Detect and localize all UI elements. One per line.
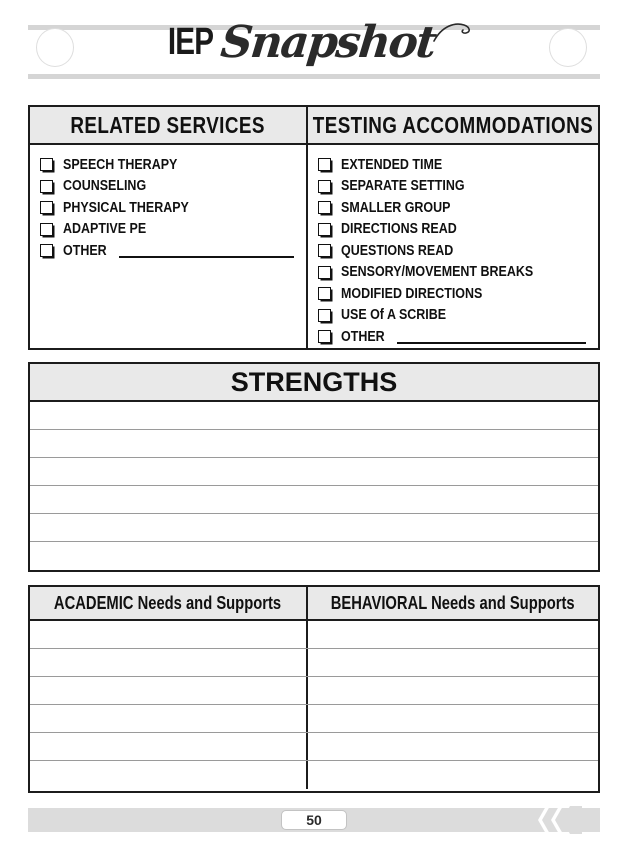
double-chevron-left-icon[interactable] bbox=[536, 806, 582, 834]
checkbox-icon[interactable] bbox=[40, 201, 53, 214]
academic-cell[interactable] bbox=[30, 677, 308, 704]
behavioral-cell[interactable] bbox=[308, 705, 598, 732]
writing-row[interactable] bbox=[30, 486, 598, 514]
writing-row[interactable] bbox=[30, 458, 598, 486]
checkbox-item[interactable] bbox=[318, 219, 598, 241]
academic-cell[interactable] bbox=[30, 649, 308, 676]
checkbox-item-other[interactable] bbox=[318, 326, 598, 348]
checkbox-item[interactable] bbox=[318, 305, 598, 327]
academic-cell[interactable] bbox=[30, 761, 308, 789]
checkbox-label: SENSORY/MOVEMENT BREAKS bbox=[341, 264, 534, 281]
page-title bbox=[0, 17, 628, 68]
checkbox-label: SMALLER GROUP bbox=[341, 199, 451, 216]
checkbox-label: USE Of A SCRIBE bbox=[341, 307, 447, 324]
behavioral-cell[interactable] bbox=[308, 621, 598, 648]
table-row bbox=[30, 761, 598, 789]
checkbox-item[interactable] bbox=[40, 176, 306, 198]
page-title-main: IEP bbox=[167, 21, 213, 63]
academic-cell[interactable] bbox=[30, 733, 308, 760]
services-checklist-body bbox=[30, 145, 598, 348]
checkbox-icon[interactable] bbox=[318, 330, 331, 343]
page-footer bbox=[28, 808, 600, 832]
services-table-header-row bbox=[30, 107, 598, 145]
needs-rows bbox=[30, 621, 598, 789]
testing-accommodations-header: TESTING ACCOMMODATIONS bbox=[312, 111, 594, 138]
checkbox-label: QUESTIONS READ bbox=[341, 242, 454, 259]
checkbox-item[interactable] bbox=[318, 262, 598, 284]
checkbox-item[interactable] bbox=[40, 219, 306, 241]
checkbox-icon[interactable] bbox=[318, 223, 331, 236]
checkbox-item[interactable] bbox=[318, 176, 598, 198]
checkbox-label: SEPARATE SETTING bbox=[341, 178, 465, 195]
behavioral-cell[interactable] bbox=[308, 733, 598, 760]
checkbox-label: SPEECH THERAPY bbox=[63, 156, 178, 173]
academic-needs-header: ACADEMIC Needs and Supports bbox=[30, 587, 308, 619]
checkbox-icon[interactable] bbox=[318, 309, 331, 322]
testing-accommodations-column bbox=[308, 145, 598, 348]
academic-cell[interactable] bbox=[30, 705, 308, 732]
writing-row[interactable] bbox=[30, 514, 598, 542]
checkbox-icon[interactable] bbox=[318, 180, 331, 193]
checkbox-label: EXTENDED TIME bbox=[341, 156, 443, 173]
checkbox-label: ADAPTIVE PE bbox=[63, 221, 147, 238]
checkbox-item[interactable] bbox=[318, 154, 598, 176]
table-row bbox=[30, 621, 598, 649]
page-header bbox=[0, 0, 628, 90]
table-row bbox=[30, 733, 598, 761]
needs-and-supports-table bbox=[28, 585, 600, 793]
table-row bbox=[30, 677, 598, 705]
page-title-script: Snapshot bbox=[218, 17, 438, 68]
behavioral-cell[interactable] bbox=[308, 677, 598, 704]
behavioral-cell[interactable] bbox=[308, 649, 598, 676]
checkbox-item[interactable] bbox=[318, 240, 598, 262]
checkbox-item-other[interactable] bbox=[40, 240, 306, 262]
related-services-table bbox=[28, 105, 600, 350]
checkbox-icon[interactable] bbox=[318, 158, 331, 171]
checkbox-icon[interactable] bbox=[40, 223, 53, 236]
related-services-column bbox=[30, 145, 308, 348]
other-write-in-line[interactable] bbox=[119, 244, 294, 258]
writing-row[interactable] bbox=[30, 402, 598, 430]
strengths-header: STRENGTHS bbox=[230, 366, 398, 397]
writing-row[interactable] bbox=[30, 430, 598, 458]
checkbox-item[interactable] bbox=[318, 283, 598, 305]
checkbox-icon[interactable] bbox=[318, 201, 331, 214]
strengths-rows bbox=[30, 402, 598, 570]
header-rule-bottom bbox=[28, 74, 600, 79]
checkbox-item[interactable] bbox=[40, 154, 306, 176]
checkbox-icon[interactable] bbox=[318, 287, 331, 300]
writing-row[interactable] bbox=[30, 542, 598, 570]
related-services-header: RELATED SERVICES bbox=[30, 107, 308, 143]
checkbox-label: DIRECTIONS READ bbox=[341, 221, 457, 238]
title-swash-icon bbox=[433, 20, 473, 51]
strengths-table bbox=[28, 362, 600, 572]
checkbox-label: MODIFIED DIRECTIONS bbox=[341, 285, 483, 302]
checkbox-icon[interactable] bbox=[40, 244, 53, 257]
other-write-in-line[interactable] bbox=[397, 330, 586, 344]
academic-cell[interactable] bbox=[30, 621, 308, 648]
table-row bbox=[30, 649, 598, 677]
checkbox-icon[interactable] bbox=[318, 244, 331, 257]
checkbox-label: COUNSELING bbox=[63, 178, 147, 195]
strengths-table-header-row bbox=[30, 364, 598, 402]
needs-table-header-row bbox=[30, 587, 598, 621]
checkbox-icon[interactable] bbox=[40, 158, 53, 171]
checkbox-icon[interactable] bbox=[40, 180, 53, 193]
page-number-box[interactable]: 50 bbox=[281, 810, 347, 830]
checkbox-item[interactable] bbox=[40, 197, 306, 219]
behavioral-needs-header: BEHAVIORAL Needs and Supports bbox=[331, 592, 575, 613]
checkbox-label: OTHER bbox=[341, 328, 385, 345]
behavioral-cell[interactable] bbox=[308, 761, 598, 789]
table-row bbox=[30, 705, 598, 733]
checkbox-icon[interactable] bbox=[318, 266, 331, 279]
checkbox-item[interactable] bbox=[318, 197, 598, 219]
checkbox-label: PHYSICAL THERAPY bbox=[63, 199, 189, 216]
checkbox-label: OTHER bbox=[63, 242, 107, 259]
